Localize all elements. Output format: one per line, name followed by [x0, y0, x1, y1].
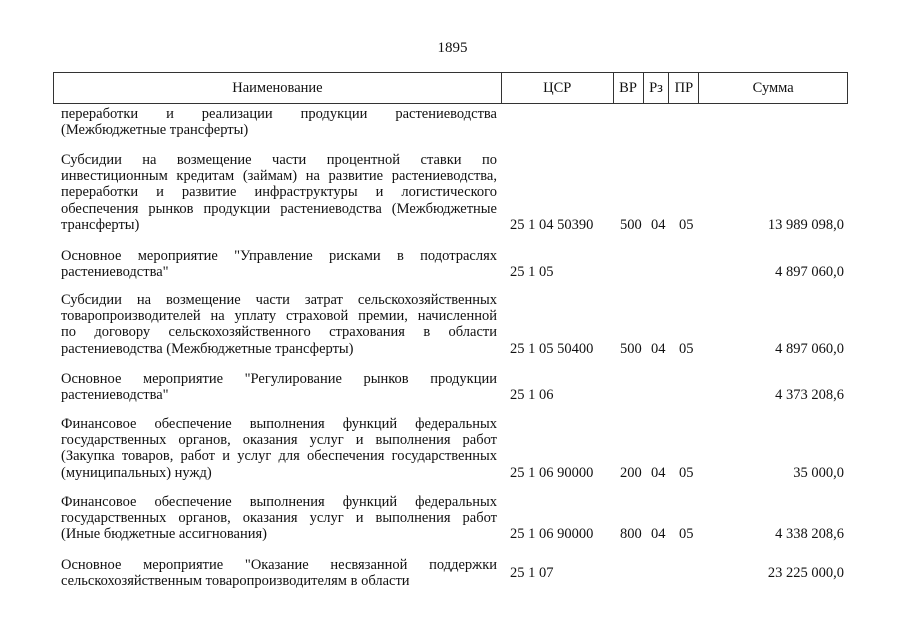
row-name-line: Финансовое обеспечение выполнения функций федеральных	[61, 416, 497, 432]
cell-rz: 04	[651, 526, 666, 543]
cell-pr: 05	[679, 340, 694, 357]
row-name	[61, 416, 497, 481]
row-name	[61, 557, 497, 589]
row-name	[61, 494, 497, 543]
row-name-line: государственных органов, оказания услуг и выполнения работ	[61, 432, 497, 449]
cell-vr: 500	[620, 216, 642, 233]
cell-pr: 05	[679, 526, 694, 543]
row-name-line: переработки и развитие инфраструктуры и логистического	[61, 184, 497, 201]
header-pr: ПР	[669, 73, 699, 103]
row-name-line: (муниципальных) нужд)	[61, 464, 212, 481]
row-name-line: Финансовое обеспечение выполнения функций федеральных	[61, 494, 497, 510]
cell-csr: 25 1 04 50390	[510, 216, 594, 233]
row-name	[61, 248, 497, 280]
row-name-line: Основное мероприятие "Управление рисками в подотраслях	[61, 248, 497, 264]
row-name-line: по договору сельскохозяйственного страхования в области	[61, 324, 497, 341]
cell-csr: 25 1 05	[510, 264, 554, 281]
row-name-line: Субсидии на возмещение части процентной ставки по	[61, 152, 497, 168]
row-name	[61, 152, 497, 233]
row-name-line: государственных органов, оказания услуг и выполнения работ	[61, 510, 497, 527]
cell-csr: 25 1 06	[510, 387, 554, 404]
row-name-line: Основное мероприятие "Оказание несвязанной поддержки	[61, 557, 497, 573]
header-sum: Сумма	[752, 79, 794, 96]
cell-csr: 25 1 06 90000	[510, 526, 594, 543]
row-name-line: Основное мероприятие "Регулирование рынков продукции	[61, 371, 497, 387]
row-name	[61, 106, 497, 138]
cell-csr: 25 1 06 90000	[510, 464, 594, 481]
cell-sum: 4 338 208,6	[775, 526, 844, 543]
cell-sum: 13 989 098,0	[767, 216, 844, 233]
row-name	[61, 292, 497, 357]
row-name-line: трансферты)	[61, 216, 140, 233]
row-name-line: растениеводства (Межбюджетные трансферты)	[61, 340, 354, 357]
row-name	[61, 371, 497, 403]
cell-rz: 04	[651, 216, 666, 233]
row-name-line: обеспечения рынков продукции растениеводства (Межбюджетные	[61, 200, 497, 217]
cell-csr: 25 1 07	[510, 565, 554, 581]
row-name-line: товаропроизводителей на уплату страховой премии, начисленной	[61, 308, 497, 325]
row-name-line: (Межбюджетные трансферты)	[61, 122, 249, 139]
cell-rz: 04	[651, 464, 666, 481]
row-name-line: переработки и реализации продукции растениеводства	[61, 106, 497, 122]
cell-rz: 04	[651, 340, 666, 357]
cell-csr: 25 1 05 50400	[510, 340, 594, 357]
header-rz: Рз	[644, 73, 670, 103]
table-header	[53, 72, 848, 104]
cell-sum: 23 225 000,0	[767, 565, 844, 581]
header-name: Наименование	[54, 73, 502, 103]
cell-sum: 4 897 060,0	[775, 340, 844, 357]
cell-pr: 05	[679, 216, 694, 233]
header-csr: ЦСР	[502, 73, 614, 103]
row-name-line: инвестиционным кредитам (займам) на развитие растениеводства,	[61, 168, 497, 185]
page-number: 1895	[437, 40, 468, 56]
row-name-line: растениеводства"	[61, 387, 169, 404]
row-name-line: Субсидии на возмещение части затрат сельскохозяйственных	[61, 292, 497, 308]
header-vr: ВР	[614, 73, 644, 103]
row-name-line: (Иные бюджетные ассигнования)	[61, 526, 268, 543]
cell-sum: 4 373 208,6	[775, 387, 844, 404]
row-name-line: (Закупка товаров, работ и услуг для обеспечения государственных	[61, 448, 497, 465]
row-name-line: растениеводства"	[61, 264, 169, 281]
row-name-line: сельскохозяйственным товаропроизводителям в области	[61, 573, 410, 590]
cell-pr: 05	[679, 464, 694, 481]
cell-sum: 4 897 060,0	[775, 264, 844, 281]
cell-vr: 200	[620, 464, 642, 481]
cell-vr: 800	[620, 526, 642, 543]
cell-sum: 35 000,0	[793, 464, 844, 481]
cell-vr: 500	[620, 340, 642, 357]
